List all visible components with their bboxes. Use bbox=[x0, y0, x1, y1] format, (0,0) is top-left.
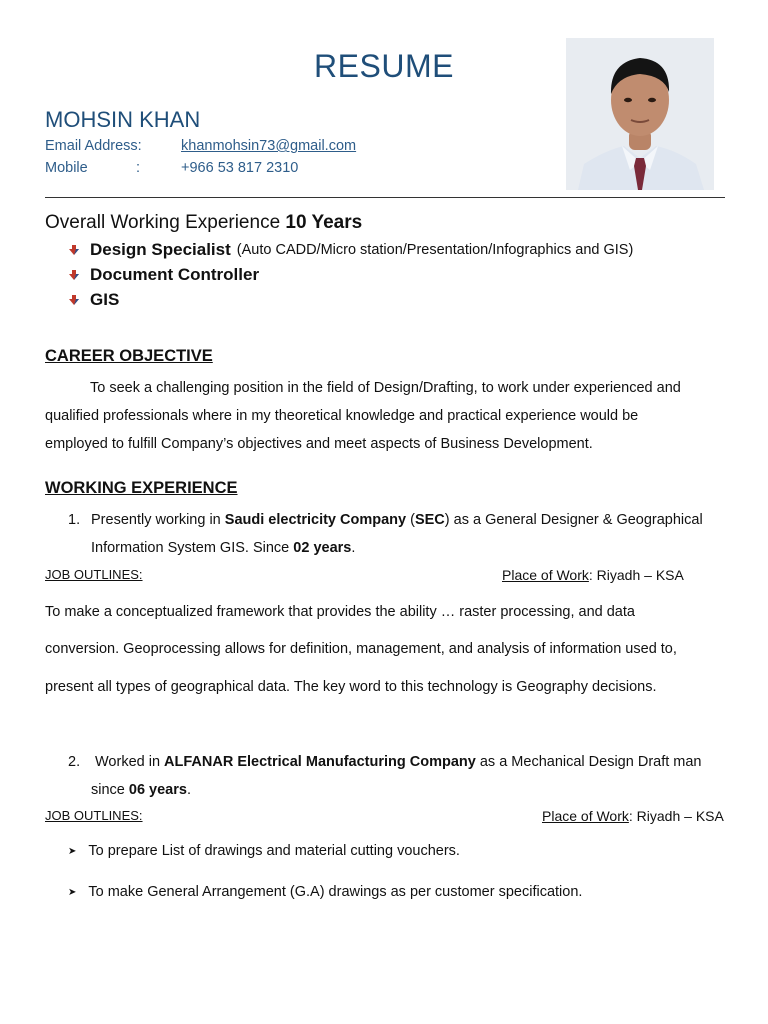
job-text: . bbox=[186, 782, 191, 798]
person-portrait-image bbox=[566, 38, 714, 190]
job-text: as a Mechanical Design Draft man bbox=[475, 754, 702, 770]
role-item bbox=[68, 240, 633, 260]
triangle-bullet-icon: ➤ bbox=[68, 845, 77, 857]
job-duration: 02 years bbox=[293, 540, 352, 556]
job-text: since bbox=[91, 782, 129, 798]
triangle-bullet-icon: ➤ bbox=[68, 886, 77, 898]
place-of-work-label: Place of Work bbox=[542, 808, 629, 824]
mobile-value: +966 53 817 2310 bbox=[181, 160, 299, 176]
role-name: Document Controller bbox=[90, 265, 260, 284]
role-note: (Auto CADD/Micro station/Presentation/Infographics and GIS) bbox=[236, 242, 634, 258]
job-company-abbr: SEC bbox=[414, 512, 445, 528]
email-value[interactable] bbox=[181, 138, 356, 154]
header-divider bbox=[45, 197, 725, 198]
job-text: ) as a General Designer & Geographical bbox=[444, 512, 703, 528]
overall-experience-years: 10 Years bbox=[285, 212, 363, 233]
working-experience-heading: WORKING EXPERIENCE bbox=[45, 479, 238, 497]
job-outlines-label: JOB OUTLINES: bbox=[45, 567, 143, 582]
job-bullet-text: To make General Arrangement (G.A) drawings as per customer specification. bbox=[88, 884, 583, 900]
mobile-label: Mobile bbox=[45, 160, 88, 176]
role-name: Design Specialist bbox=[90, 240, 231, 259]
job-item-continued bbox=[91, 776, 191, 804]
arrow-bullet-icon bbox=[68, 294, 80, 306]
place-of-work bbox=[502, 567, 684, 583]
job-text: ( bbox=[406, 512, 415, 528]
job-bullet-item bbox=[68, 884, 582, 900]
job-text: Presently working in bbox=[91, 512, 225, 528]
job-description-line: To make a conceptualized framework that provides the ability … raster processing, and data bbox=[45, 604, 635, 620]
email-link[interactable]: khanmohsin73@gmail.com bbox=[181, 138, 357, 154]
document-title: RESUME bbox=[314, 48, 454, 84]
job-company: Saudi electricity Company bbox=[224, 512, 407, 528]
job-outlines-label: JOB OUTLINES: bbox=[45, 808, 143, 823]
place-of-work-label: Place of Work bbox=[502, 567, 589, 583]
job-bullet-text: To prepare List of drawings and material cutting vouchers. bbox=[88, 843, 460, 859]
job-item bbox=[91, 506, 725, 562]
job-item-number: 1. bbox=[68, 512, 81, 528]
job-description-line: conversion. Geoprocessing allows for definition, management, and analysis of information used to, bbox=[45, 641, 677, 657]
career-objective-line: employed to fulfill Company’s objectives and meet aspects of Business Development. bbox=[45, 436, 593, 452]
candidate-name: MOHSIN KHAN bbox=[45, 107, 201, 132]
email-label: Email Address: bbox=[45, 138, 142, 154]
job-item bbox=[95, 748, 725, 776]
profile-photo bbox=[566, 38, 714, 190]
career-objective-text bbox=[45, 374, 725, 458]
role-item bbox=[68, 290, 119, 310]
place-of-work-value: : Riyadh – KSA bbox=[588, 567, 684, 583]
role-item bbox=[68, 265, 259, 285]
job-bullet-item bbox=[68, 843, 460, 859]
overall-experience-label: Overall Working Experience bbox=[45, 212, 286, 233]
role-name: GIS bbox=[90, 290, 120, 309]
job-item-number: 2. bbox=[68, 754, 81, 770]
job-text: Information System GIS. Since bbox=[91, 540, 294, 556]
job-company: ALFANAR Electrical Manufacturing Company bbox=[164, 754, 476, 770]
arrow-bullet-icon bbox=[68, 244, 80, 256]
job-text: Worked in bbox=[95, 754, 165, 770]
overall-experience bbox=[45, 212, 362, 234]
arrow-bullet-icon bbox=[68, 269, 80, 281]
job-duration: 06 years bbox=[128, 782, 187, 798]
mobile-separator: : bbox=[136, 160, 141, 176]
career-objective-line: qualified professionals where in my theoretical knowledge and practical experience would be bbox=[45, 408, 639, 424]
job-description-line: present all types of geographical data. The key word to this technology is Geography decisions. bbox=[45, 679, 657, 695]
career-objective-line: To seek a challenging position in the field of Design/Drafting, to work under experienced and bbox=[90, 380, 681, 396]
place-of-work-value: : Riyadh – KSA bbox=[628, 808, 724, 824]
job-text: . bbox=[351, 540, 356, 556]
place-of-work bbox=[542, 808, 724, 824]
career-objective-heading: CAREER OBJECTIVE bbox=[45, 347, 213, 365]
